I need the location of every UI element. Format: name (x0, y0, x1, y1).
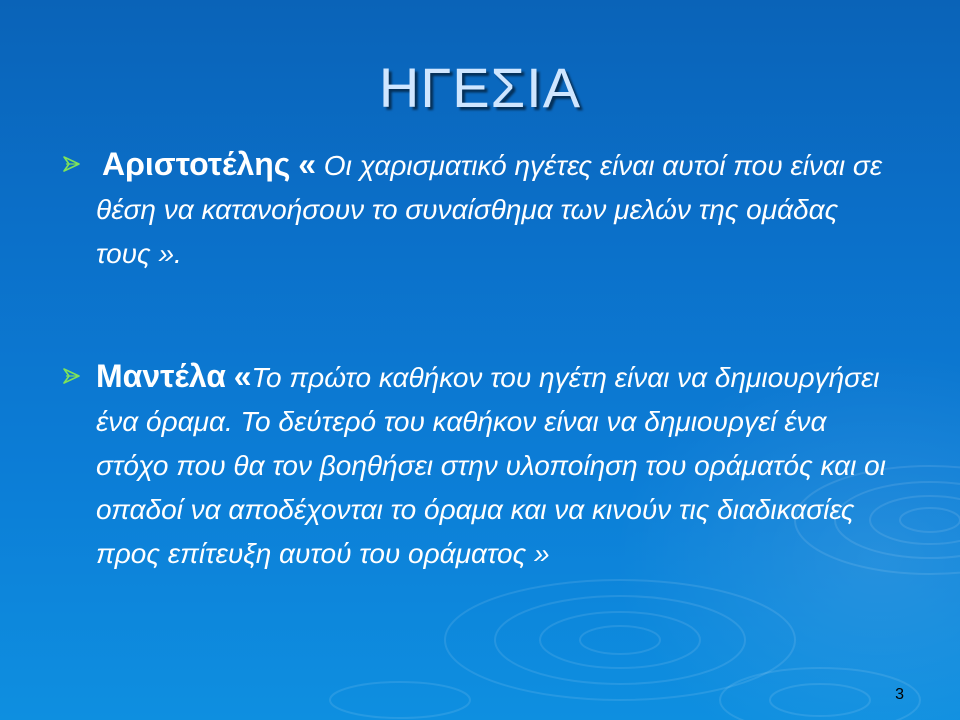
open-quote-mark: « (298, 146, 317, 182)
bullet-name: Μαντέλα (96, 358, 226, 394)
bullet-list (56, 142, 896, 576)
arrow-bullet-icon (62, 155, 82, 173)
bullet-name: Αριστοτέλης (102, 146, 291, 182)
bullet-item-mandela (56, 354, 896, 576)
bullet-item-aristotle (56, 142, 896, 276)
arrow-bullet-icon (62, 367, 82, 385)
page-number: 3 (895, 686, 904, 703)
bullet-quote: Οι χαρισματικό ηγέτες είναι αυτοί που είναι σε θέση να κατανοήσουν το συναίσθημα των μελών της ομάδας τους ». (96, 150, 883, 269)
slide-title: ΗΓΕΣΙΑ (378, 56, 582, 119)
bullet-quote: Το πρώτο καθήκον του ηγέτη είναι να δημιουργήσει ένα όραμα. Το δεύτερό του καθήκον είναι να δημιουργεί ένα στόχο που θα τον βοηθήσει στην υλοποίηση του οράματός και οι οπαδοί να αποδέχονται το όραμα και να κινούν τις διαδικασίες προς επίτευξη αυτού του οράματος » (96, 362, 886, 569)
open-quote-mark: « (233, 358, 252, 394)
